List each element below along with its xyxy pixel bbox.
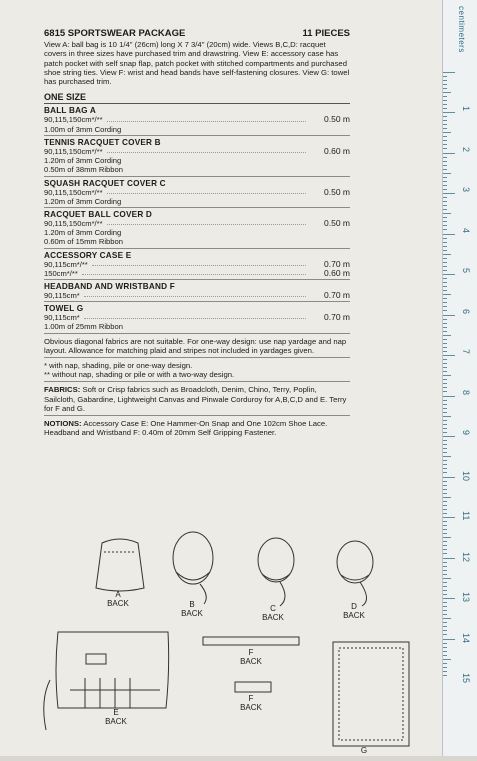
ruler-tick	[443, 88, 447, 89]
ruler-tick	[443, 213, 451, 214]
ruler-tick	[443, 505, 447, 506]
ruler-tick	[443, 460, 447, 461]
pattern-title: 6815 SPORTSWEAR PACKAGE	[44, 28, 186, 39]
ruler-tick	[443, 140, 447, 141]
ruler-tick	[443, 242, 447, 243]
ruler-tick	[443, 323, 447, 324]
ruler-tick	[443, 553, 447, 554]
ruler-number: 11	[461, 511, 471, 521]
ruler-tick	[443, 221, 447, 222]
item-name: SQUASH RACQUET COVER C	[44, 178, 166, 188]
yardage-item	[44, 249, 350, 280]
ruler-tick	[443, 355, 455, 356]
ruler-number: 6	[461, 308, 471, 314]
yardage-chart	[44, 28, 350, 439]
ruler-number: 8	[461, 389, 471, 395]
ruler-number: 3	[461, 187, 471, 193]
item-line	[44, 269, 350, 278]
item-line	[44, 156, 350, 165]
item-line	[44, 291, 350, 300]
ruler-tick	[443, 383, 447, 384]
ruler-tick	[443, 391, 447, 392]
ruler-tick	[443, 610, 447, 611]
item-line-text: 90,115cm*	[44, 290, 80, 300]
leader-dots	[84, 291, 306, 297]
ruler-number: 10	[461, 470, 471, 481]
fabrics-text: Soft or Crisp fabrics such as Broadcloth, Denim, Chino, Terry, Poplin, Sailcloth, Gabardine, Lightweight Canvas and Pinwale Corduroy for A,B,C,D and E. Terry for F and G.	[44, 385, 347, 413]
item-measurement: 0.70 m	[324, 258, 350, 269]
item-line-text: 1.20m of 3mm Cording	[44, 196, 122, 206]
item-line-text: 90,115cm*/**	[44, 259, 88, 269]
ruler-tick	[443, 363, 447, 364]
ruler-tick	[443, 424, 447, 425]
ruler-tick	[443, 270, 447, 271]
ruler-tick	[443, 404, 447, 405]
ruler-tick	[443, 456, 451, 457]
yardage-item	[44, 280, 350, 302]
ruler-tick	[443, 545, 447, 546]
ruler-tick	[443, 181, 447, 182]
ruler-tick	[443, 416, 451, 417]
ruler-number: 4	[461, 227, 471, 233]
ruler-tick	[443, 590, 447, 591]
ruler-tick	[443, 485, 447, 486]
item-line	[44, 147, 350, 156]
ruler-tick	[443, 197, 447, 198]
ruler-tick	[443, 675, 447, 676]
ruler-tick	[443, 513, 447, 514]
ruler-tick	[443, 408, 447, 409]
ruler-tick	[443, 144, 447, 145]
ruler-tick	[443, 464, 447, 465]
ruler-tick	[443, 477, 455, 478]
item-line	[44, 313, 350, 322]
line-drawings	[0, 530, 442, 756]
ruler-tick	[443, 444, 447, 445]
ball-bag-drawing	[96, 539, 144, 591]
ruler-tick	[443, 566, 447, 567]
wristband-drawing	[235, 682, 271, 692]
ruler-tick	[443, 100, 447, 101]
ruler-tick	[443, 630, 447, 631]
ruler-tick	[443, 655, 447, 656]
ruler-tick	[443, 201, 447, 202]
nap-notes	[44, 361, 350, 382]
ruler-tick	[443, 634, 447, 635]
ruler-tick	[443, 481, 447, 482]
ruler-tick	[443, 541, 447, 542]
size-heading: ONE SIZE	[44, 92, 350, 104]
yardage-item	[44, 302, 350, 333]
view-description: View A: ball bag is 10 1/4" (26cm) long X 7 3/4" (20cm) wide. Views B,C,D: racquet covers in three sizes have purchased trim and drawstring. View E: accessory case has patch pocket with self snap flap, patch pocket with stitched compartments and purchased shoe string ties. View F: wrist and head bands have self-fastening closures. View G: towel has purchased trim.	[44, 40, 350, 87]
ruler-tick	[443, 209, 447, 210]
ruler-tick	[443, 509, 447, 510]
ruler-tick	[443, 153, 455, 154]
ruler-tick	[443, 148, 447, 149]
ruler-tick	[443, 327, 447, 328]
ruler-tick	[443, 468, 447, 469]
ruler-tick	[443, 238, 447, 239]
ruler-tick	[443, 72, 455, 73]
item-name: TOWEL G	[44, 304, 84, 314]
ruler-tick	[443, 517, 455, 518]
leader-dots	[107, 219, 306, 225]
ruler-tick	[443, 598, 455, 599]
ruler-tick	[443, 647, 447, 648]
ruler-tick	[443, 112, 455, 113]
yardage-item	[44, 177, 350, 208]
item-list	[44, 104, 350, 333]
ruler-tick	[443, 351, 447, 352]
towel-drawing	[333, 642, 409, 746]
item-line	[44, 188, 350, 197]
item-line	[44, 197, 350, 206]
ruler-tick	[443, 412, 447, 413]
view-f2-label: F BACK	[240, 694, 262, 712]
item-line-text: 1.00m of 3mm Cording	[44, 124, 122, 134]
ruler-tick	[443, 432, 447, 433]
ruler-tick	[443, 76, 447, 77]
ruler-tick	[443, 169, 447, 170]
ruler-tick	[443, 440, 447, 441]
ruler-tick	[443, 136, 447, 137]
item-line-text: 1.00m of 25mm Ribbon	[44, 322, 123, 332]
item-measurement: 0.50 m	[324, 114, 350, 125]
ruler-tick	[443, 452, 447, 453]
accessory-case-drawing	[56, 632, 169, 708]
item-measurement: 0.70 m	[324, 289, 350, 300]
title-row	[44, 28, 350, 39]
view-d-label: D BACK	[343, 602, 365, 620]
ruler-tick	[443, 347, 447, 348]
item-measurement: 0.50 m	[324, 186, 350, 197]
yardage-item	[44, 208, 350, 249]
ruler-tick	[443, 614, 447, 615]
ruler-tick	[443, 428, 447, 429]
ruler-tick	[443, 586, 447, 587]
leader-dots	[84, 313, 306, 319]
headband-drawing	[203, 637, 299, 645]
ballcover-drawing	[337, 541, 373, 583]
ruler-tick	[443, 533, 447, 534]
fabrics-label: FABRICS:	[44, 385, 81, 395]
ruler-tick	[443, 387, 447, 388]
yardage-item	[44, 136, 350, 177]
ruler-tick	[443, 400, 447, 401]
ruler-tick	[443, 157, 447, 158]
ruler-tick	[443, 298, 447, 299]
ruler-tick	[443, 108, 447, 109]
item-line-text: 90,115,150cm*/**	[44, 115, 103, 125]
ruler-tick	[443, 128, 447, 129]
ruler-tick	[443, 254, 451, 255]
ruler-tick	[443, 319, 447, 320]
item-line-text: 90,115,150cm*/**	[44, 218, 103, 228]
ruler-tick	[443, 225, 447, 226]
ruler-tick	[443, 606, 447, 607]
ruler-tick	[443, 618, 451, 619]
ruler-tick	[443, 643, 447, 644]
ruler-tick	[443, 489, 447, 490]
item-name: HEADBAND AND WRISTBAND F	[44, 281, 175, 291]
item-line-text: 150cm*/**	[44, 268, 78, 278]
ruler-tick	[443, 104, 447, 105]
ruler-tick	[443, 562, 447, 563]
ruler-number: 1	[461, 106, 471, 112]
ruler-tick	[443, 165, 447, 166]
ruler-tick	[443, 258, 447, 259]
leader-dots	[107, 147, 306, 153]
ruler-tick	[443, 246, 447, 247]
ruler-tick	[443, 436, 455, 437]
ruler-tick	[443, 582, 447, 583]
item-line	[44, 260, 350, 269]
ruler-tick	[443, 521, 447, 522]
item-line-text: 90,115,150cm*/**	[44, 146, 103, 156]
ruler-tick	[443, 250, 447, 251]
ruler-tick	[443, 339, 447, 340]
ruler-tick	[443, 229, 447, 230]
piece-count: 11 PIECES	[302, 28, 350, 39]
item-line-text: 90,115,150cm*/**	[44, 187, 103, 197]
ruler-tick	[443, 205, 447, 206]
nap-note-with: * with nap, shading, pile or one-way design.	[44, 360, 193, 370]
ruler-tick	[443, 290, 447, 291]
ruler-tick	[443, 306, 447, 307]
view-illustrations	[0, 530, 442, 756]
ruler-tick	[443, 310, 447, 311]
ruler-tick	[443, 501, 447, 502]
view-e-label: E BACK	[105, 708, 127, 726]
nap-note-without: ** without nap, shading or pile or with a two-way design.	[44, 370, 235, 380]
ruler-tick	[443, 132, 451, 133]
ruler-tick	[443, 367, 447, 368]
ruler-tick	[443, 262, 447, 263]
ruler-tick	[443, 120, 447, 121]
ruler-tick	[443, 594, 447, 595]
item-name: TENNIS RACQUET COVER B	[44, 137, 161, 147]
leader-dots	[92, 260, 306, 266]
ruler-tick	[443, 578, 451, 579]
ruler-tick	[443, 80, 447, 81]
ruler-tick	[443, 651, 447, 652]
ruler-tick	[443, 663, 447, 664]
ruler-tick	[443, 525, 447, 526]
item-line	[44, 115, 350, 124]
item-line	[44, 237, 350, 246]
ruler-tick	[443, 177, 447, 178]
item-line-text: 90,115cm*	[44, 313, 80, 323]
yardage-item	[44, 104, 350, 135]
ruler-tick	[443, 185, 447, 186]
ruler-tick	[443, 671, 447, 672]
item-line	[44, 125, 350, 134]
ruler-tick	[443, 335, 451, 336]
item-line	[44, 322, 350, 331]
ruler-tick	[443, 193, 455, 194]
ruler-tick	[443, 124, 447, 125]
view-f1-label: F BACK	[240, 648, 262, 666]
ruler-number: 7	[461, 349, 471, 355]
ruler-tick	[443, 286, 447, 287]
ruler-tick	[443, 537, 451, 538]
notions-label: NOTIONS:	[44, 418, 82, 428]
view-g-label: G	[360, 746, 368, 755]
ruler-tick	[443, 161, 447, 162]
view-c-label: C BACK	[262, 604, 284, 622]
ruler-tick	[443, 274, 455, 275]
ruler-number: 2	[461, 146, 471, 152]
notions-text: Accessory Case E: One Hammer-On Snap and One 102cm Shoe Lace. Headband and Wristband F: 0.40m of 20mm Self Gripping Fastener.	[44, 418, 328, 438]
leader-dots	[107, 188, 306, 194]
item-name: BALL BAG A	[44, 106, 97, 116]
ruler-tick	[443, 420, 447, 421]
ruler-number: 12	[461, 551, 471, 562]
ruler-tick	[443, 92, 451, 93]
fabrics-section	[44, 385, 350, 416]
item-measurement: 0.50 m	[324, 217, 350, 228]
ruler-number: 14	[461, 632, 471, 643]
ruler-tick	[443, 359, 447, 360]
ruler-number: 13	[461, 592, 471, 603]
ruler-tick	[443, 84, 447, 85]
item-measurement: 0.60 m	[324, 267, 350, 278]
ruler-tick	[443, 282, 447, 283]
ruler-tick	[443, 173, 451, 174]
ruler-tick	[443, 622, 447, 623]
ruler-tick	[443, 497, 451, 498]
ruler-tick	[443, 302, 447, 303]
item-line	[44, 228, 350, 237]
ruler-tick	[443, 639, 455, 640]
tennis-cover-drawing	[173, 532, 213, 584]
ruler-tick	[443, 116, 447, 117]
ruler-tick	[443, 315, 455, 316]
ruler-tick	[443, 343, 447, 344]
item-line	[44, 219, 350, 228]
ruler-title: centimeters	[457, 6, 466, 53]
view-a-label: A BACK	[107, 590, 129, 608]
item-measurement: 0.70 m	[324, 312, 350, 323]
ruler-number: 5	[461, 268, 471, 274]
leader-dots	[107, 115, 306, 121]
ruler-tick	[443, 602, 447, 603]
ruler-tick	[443, 659, 451, 660]
ruler-tick	[443, 493, 447, 494]
ruler-tick	[443, 529, 447, 530]
ruler-tick	[443, 570, 447, 571]
fabric-note: Obvious diagonal fabrics are not suitable. For one-way design: use nap yardage and nap layout. Allowance for matching plaid and stripes not included in yardages given.	[44, 337, 350, 358]
ruler-tick	[443, 558, 455, 559]
ruler-number: 15	[461, 673, 471, 684]
ruler-tick	[443, 379, 447, 380]
ruler-tick	[443, 375, 451, 376]
item-measurement: 0.60 m	[324, 145, 350, 156]
ruler-tick	[443, 96, 447, 97]
ruler-tick	[443, 396, 455, 397]
notions-section	[44, 419, 350, 439]
ruler-tick	[443, 549, 447, 550]
ruler-tick	[443, 266, 447, 267]
ruler-tick	[443, 574, 447, 575]
item-line-text: 1.20m of 3mm Cording	[44, 156, 122, 166]
leader-dots	[82, 269, 306, 275]
ruler-tick	[443, 234, 455, 235]
item-line-text: 0.60m of 15mm Ribbon	[44, 237, 123, 247]
ruler-tick	[443, 331, 447, 332]
ruler-tick	[443, 189, 447, 190]
ruler-tick	[443, 371, 447, 372]
view-b-label: B BACK	[181, 600, 203, 618]
ruler-tick	[443, 278, 447, 279]
ruler-number: 9	[461, 430, 471, 436]
ruler-tick	[443, 626, 447, 627]
ruler-tick	[443, 294, 451, 295]
item-name: ACCESSORY CASE E	[44, 250, 132, 260]
centimeter-ruler	[442, 0, 477, 756]
ruler-tick	[443, 217, 447, 218]
ruler-tick	[443, 667, 447, 668]
item-line-text: 0.50m of 38mm Ribbon	[44, 165, 123, 175]
ruler-tick	[443, 448, 447, 449]
ruler-tick	[443, 472, 447, 473]
item-name: RACQUET BALL COVER D	[44, 209, 153, 219]
item-line-text: 1.20m of 3mm Cording	[44, 228, 122, 238]
item-line	[44, 165, 350, 174]
